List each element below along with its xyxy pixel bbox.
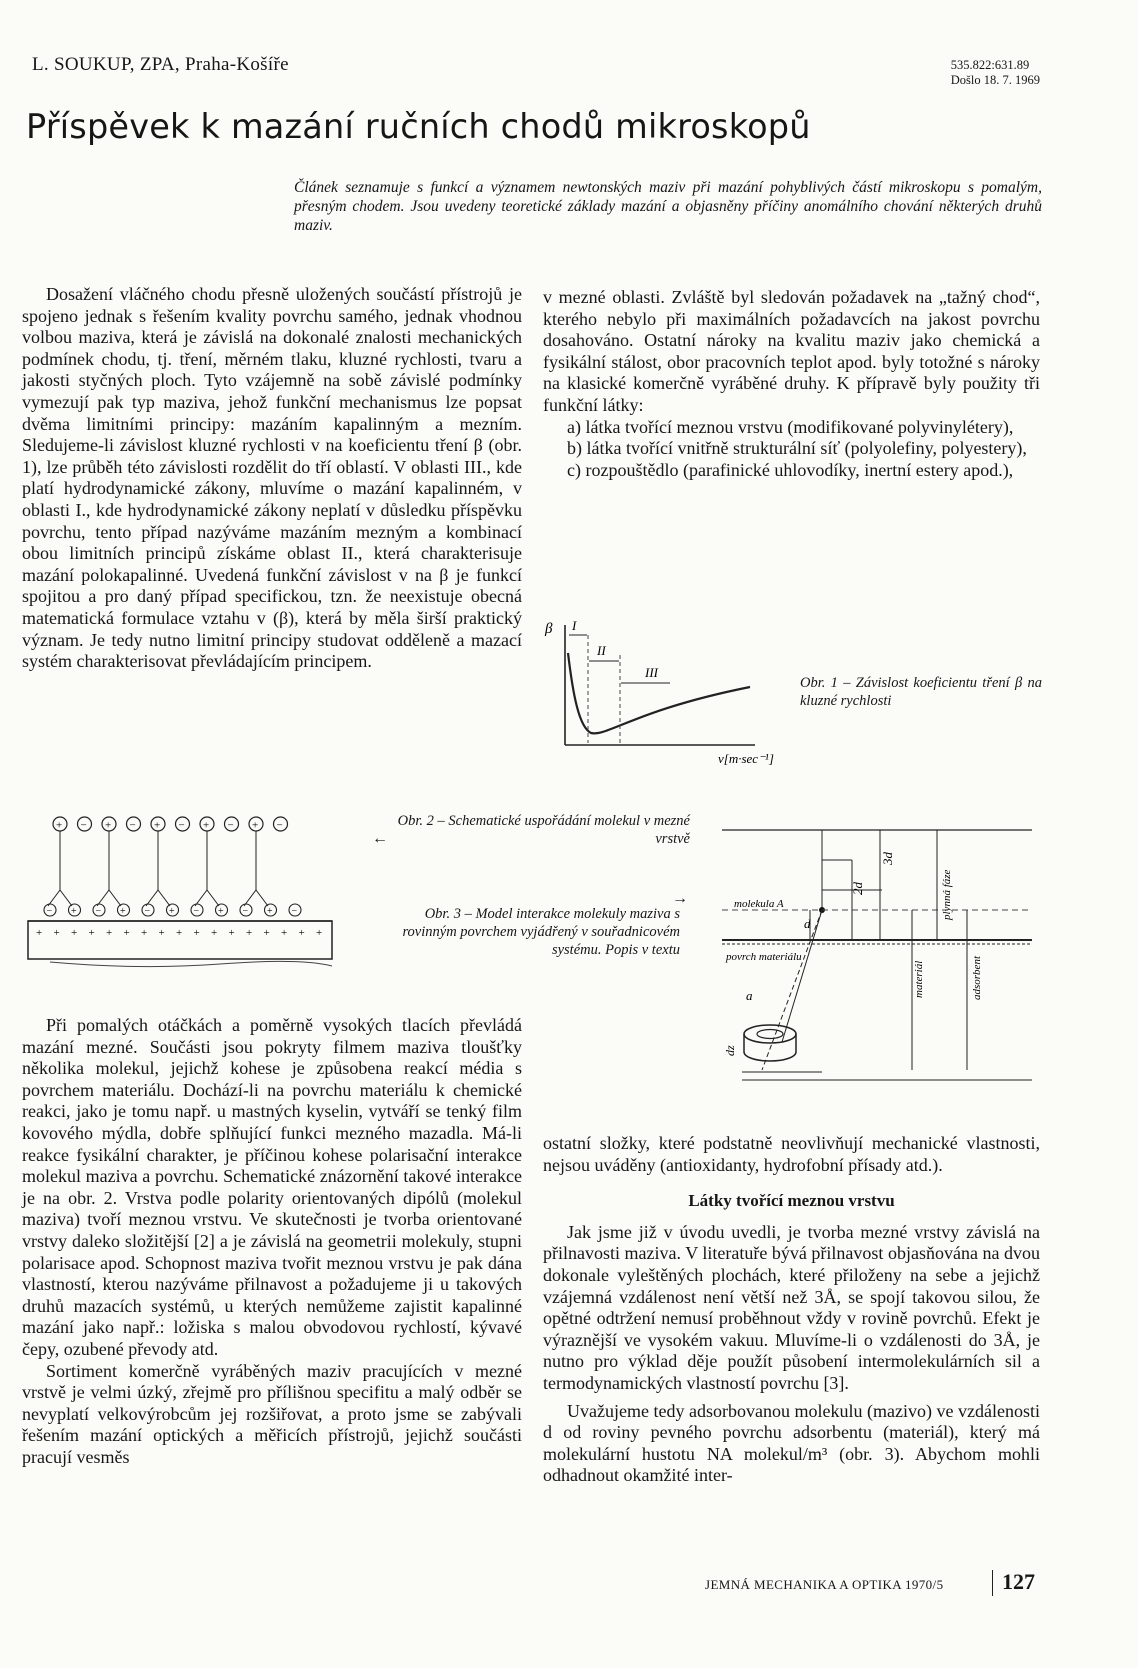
paragraph: ostatní složky, které podstatně neovlivňují mechanické vlastnosti, nejsou uváděny (antioxidanty, hydrofobní přísady atd.). (543, 1133, 1040, 1175)
paragraph: Uvažujeme tedy adsorbovanou molekulu (mazivo) ve vzdálenosti d od roviny pevného povrchu adsorbentu (materiál), který má molekulární hustotu NA molekul/m³ (obr. 3). Abychom mohli odhadnout okamžité inter- (543, 1400, 1040, 1486)
article-title: Příspěvek k mazání ručních chodů mikroskopů (26, 107, 811, 146)
fig3-ray-b (762, 910, 822, 1070)
fig2-surface-plus: + (36, 927, 43, 939)
fig2-surface-plus: + (316, 927, 323, 939)
column-2-bottom (543, 1133, 1040, 1487)
fig2-surface-plus: + (88, 927, 95, 939)
fig1-region-label: III (645, 665, 658, 680)
fig2-surface-plus: + (211, 927, 218, 939)
section-heading: Látky tvořící meznou vrstvu (688, 1191, 895, 1211)
figure-3-diagram (722, 820, 1042, 1105)
classification-code: 535.822:631.89 (950, 58, 1030, 72)
fig3-d-label: d (804, 916, 811, 931)
fig1-region-label: I (572, 618, 577, 633)
fig2-dipole-branch (207, 890, 219, 906)
fig2-anchor-sign: − (193, 906, 200, 917)
fig2-dipole-sign: + (203, 819, 210, 832)
fig2-anchor-sign: − (242, 906, 249, 917)
fig3-surface-label: povrch materiálu (726, 951, 802, 963)
fig2-dipole-sign: + (252, 819, 259, 832)
page-number: 127 (1002, 1569, 1035, 1594)
fig2-anchor-sign: − (291, 906, 298, 917)
article-meta (951, 58, 1040, 88)
fig2-surface-plus: + (263, 927, 270, 939)
figure-2-diagram (20, 810, 340, 970)
fig2-dipole-sign: − (276, 819, 283, 832)
paragraph: Dosažení vláčného chodu přesně uložených součástí přístrojů je spojeno jednak s řešením kvality povrchu samého, jednak vhodnou volbou maziva, která je závislá na dokonalé znalosti mechanických podmínek chodu, tj. tření, měrném tlaku, kluzné rychlosti, tvaru a jakosti styčných ploch. Tyto vzájemně na sobě závislé podmínky vymezují pak typ maziva, jehož funkční mechanismus lze popsat dvěma limitními principy: mazáním kapalinným a mezním. Sledujeme-li závislost kluzné rychlosti v na koeficientu tření β (obr. 1), lze průběh této závislosti rozdělit do tří oblastí. V oblasti III., kde platí hydrodynamické zákony, mluvíme o mazání kapalinném, v oblasti I., kde hydrodynamické zákony neplatí v důsledku příspěvku povrchu, tento případ nazýváme mazáním mezným a kombinací obou limitních principů získáme oblast II., která charakterisuje mazání polokapalinné. Uvedená funkční závislost v na β je funkcí spojitou a pro daný případ specifickou, tzn. že neexistuje obecná matematická formulace vztahu v (β), která by měla širší praktický význam. Je tedy nutno limitní principy studovat odděleně a mazací systém charakterisovat převládajícím principem. (22, 284, 522, 672)
fig2-surface-plus: + (158, 927, 165, 939)
fig3-dz-label: dz (723, 1045, 737, 1056)
paragraph: Sortiment komerčně vyráběných maziv pracujících v mezné vrstvě je velmi úzký, zřejmě pro přílišnou specifitu a malý odběr se nevyplatí velkovýrobcům jej rozšiřovat, a proto jsme se zabývali řešením mazání optických a měřicích přístrojů, jejichž součásti pracují vesměs (22, 1360, 522, 1467)
fig2-anchor-sign: − (95, 906, 102, 917)
fig3-liquid-label: plynná fáze (941, 869, 953, 920)
footer-separator (992, 1570, 993, 1596)
fig3-3d-label: 3d (880, 852, 895, 865)
fig3-ring-bottom (744, 1052, 796, 1061)
fig2-surface-plus: + (228, 927, 235, 939)
figure-3-caption: Obr. 3 – Model interakce molekuly maziva s rovinným povrchem vyjádřený v souřadnicovém systému. Popis v textu (402, 906, 680, 958)
fig3-2d-label: 2d (850, 882, 865, 895)
fig2-arrow-icon: ← (372, 830, 388, 847)
fig2-anchor-sign: + (267, 906, 273, 917)
figure-1-graph (535, 615, 790, 765)
fig3-a-label: a (746, 988, 753, 1003)
column-2-top (543, 287, 1040, 481)
fig2-anchor-sign: − (144, 906, 151, 917)
fig2-surface-plus: + (53, 927, 60, 939)
figure-1-caption: Obr. 1 – Závislost koeficientu tření β na kluzné rychlosti (800, 675, 1042, 709)
fig2-molecules (44, 817, 301, 917)
fig2-dipole-sign: − (178, 819, 185, 832)
fig2-dipole-sign: + (56, 819, 63, 832)
fig1-region-label: II (597, 643, 606, 658)
fig2-surface-plus: + (176, 927, 183, 939)
fig2-anchor-sign: + (120, 906, 126, 917)
fig2-surface-plus: + (106, 927, 113, 939)
fig2-anchor-sign: + (218, 906, 224, 917)
fig3-ray-a (782, 910, 822, 1042)
fig2-surface-plus: + (281, 927, 288, 939)
fig3-ring-top (744, 1025, 796, 1043)
fig2-dipole-branch (60, 890, 72, 906)
fig3-molecule-label: molekula A (734, 898, 784, 910)
fig3-arrow-icon: → (672, 890, 688, 907)
list-item: a) látka tvořící meznou vrstvu (modifikované polyvinylétery), (567, 416, 1014, 437)
fig2-surface-plus: + (123, 927, 130, 939)
journal-footer: JEMNÁ MECHANIKA A OPTIKA 1970/5 (705, 1577, 944, 1592)
fig2-dipole-branch (158, 890, 170, 906)
fig2-anchor-sign: + (169, 906, 175, 917)
fig2-surface-plus: + (298, 927, 305, 939)
paragraph: Při pomalých otáčkách a poměrně vysokých tlacích převládá mazání mezné. Součásti jsou pokryty filmem maziva tloušťky několika molekul, jejichž kohese je způsobena reakcí média s povrchem materiálu. Dochází-li na povrchu materiálu k chemické reakci, jako je tomu např. u mastných kyselin, vytváří se tenký film kovového mýdla, dobře splňující funkci mezného mazadla. Má-li reakce fysikální charakter, je příčinou kohese polarisační interakce molekul maziva a povrchu. Schematické znázornění takové interakce je na obr. 2. Vrstva podle polarity orientovaných dipólů (molekul maziva) tvoří meznou vrstvu. Ve skutečnosti je tvorba orientované vrstvy daleko složitější [2] a je závislá na geometrii molekuly, stupni polarisace apod. Schopnost maziva tvořit meznou vrstvu je pak dána vlastností, kterou nazýváme přilnavost a požadujeme ji u takových druhů mazacích systémů, u kterých nemůžeme zajistit kapalinné mazání jako např.: ložiska s malou obvodovou rychlostí, kývavé čepy, ozubené převody atd. (22, 1015, 522, 1359)
author-line: L. SOUKUP, ZPA, Praha-Košíře (32, 54, 289, 75)
paragraph: v mezné oblasti. Zvláště byl sledován požadavek na „tažný chod“, kterého nebylo při maximálních požadavcích na jakost povrchu dosahováno. Ostatní nároky na kvalitu maziv jako chemická a fysikální stálost, obor pracovních teplot apod. byly totožné s nároky na klasické komerčně vyráběné druhy. K přípravě byly použity tři funkční látky: (543, 287, 1040, 415)
fig2-dipole-sign: − (129, 819, 136, 832)
fig2-underline (50, 961, 332, 966)
fig2-surface-plus: + (246, 927, 253, 939)
figure-2-caption: Obr. 2 – Schematické uspořádání molekul v mezné vrstvě (397, 813, 690, 847)
fig3-material-label: materiál (913, 960, 925, 998)
fig2-dipole-branch (256, 890, 268, 906)
fig2-surface-plus: + (193, 927, 200, 939)
abstract: Článek seznamuje s funkcí a významem newtonských maziv při mazání pohyblivých částí mikroskopu s pomalým, přesným chodem. Jsou uvedeny teoretické základy mazání a objasněny příčiny anomálního chování některých druhů maziv. (294, 179, 1042, 234)
list-item: b) látka tvořící vnitřně strukturální síť (polyolefiny, polyestery), (567, 438, 1027, 459)
received-date: Došlo 18. 7. 1969 (950, 73, 1040, 87)
fig2-dipole-sign: − (227, 819, 234, 832)
fig1-x-label: v[m·sec⁻¹] (718, 751, 774, 765)
fig2-anchor-sign: + (71, 906, 77, 917)
fig2-dipole-sign: + (105, 819, 112, 832)
fig2-surface-charges (36, 927, 322, 939)
fig2-surface-plus: + (141, 927, 148, 939)
fig2-dipole-sign: + (154, 819, 161, 832)
fig2-dipole-sign: − (80, 819, 87, 832)
fig1-y-label: β (545, 621, 553, 637)
column-1-bottom (22, 1015, 522, 1468)
column-1-top (22, 284, 522, 673)
fig2-surface-plus: + (71, 927, 78, 939)
paragraph: Jak jsme již v úvodu uvedli, je tvorba mezné vrstvy závislá na přilnavosti maziva. V literatuře bývá přilnavost objasňována na dvou dokonale vyleštěných plochách, které přiloženy na sebe a jejichž vzájemná vzdálenost není větší než 3Å, se spojí takovou silou, že opětné odtržení nemusí proběhnout vždy v rovině povrchů. Efekt je výraznější ve vysokém vakuu. Mluvíme-li o vzdálenosti do 3Å, je nutno pro výklad děje použít působení intermolekulárních sil a termodynamických vlastností povrchu [3]. (543, 1221, 1040, 1393)
fig2-anchor-sign: − (46, 906, 53, 917)
fig2-dipole-branch (109, 890, 121, 906)
fig3-adsorbent-label: adsorbent (971, 956, 983, 1000)
fig3-ring-hole (757, 1030, 783, 1039)
fig1-curve (568, 653, 750, 733)
list-item: c) rozpouštědlo (parafinické uhlovodíky, inertní estery apod.), (567, 459, 1014, 480)
